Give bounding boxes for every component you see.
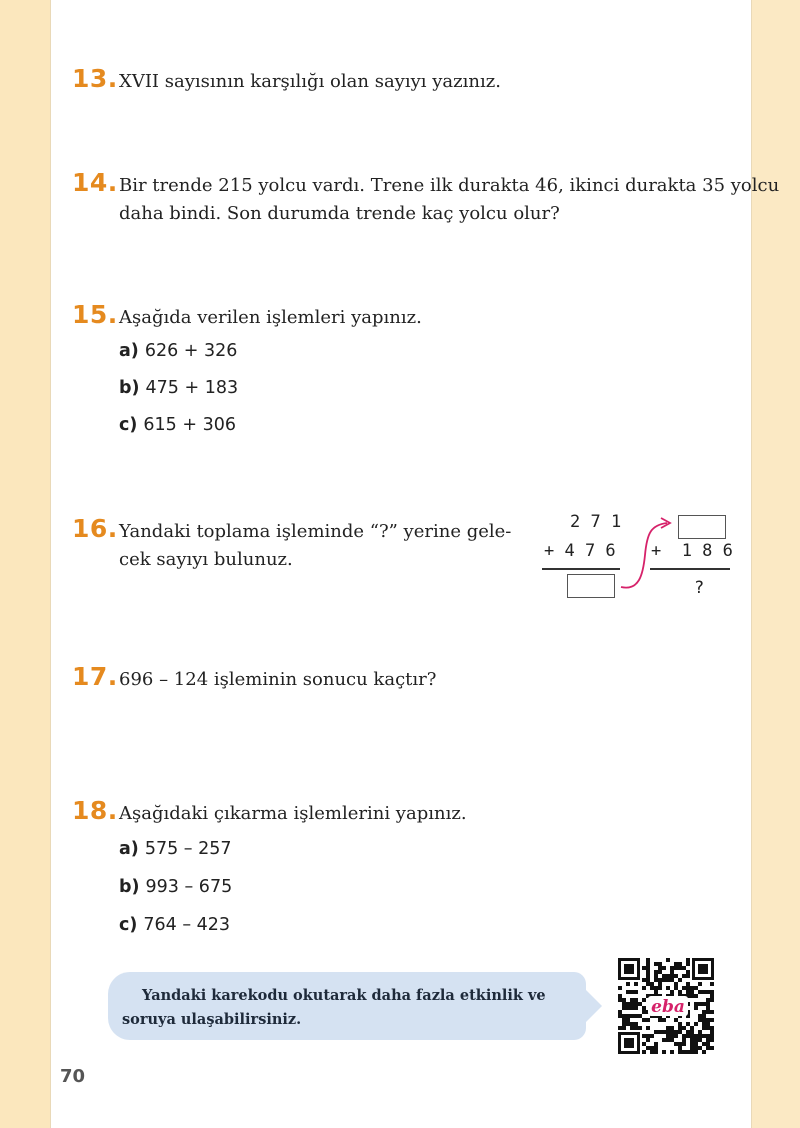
right-margin-strip [752,0,800,1128]
question-text: 696 – 124 işleminin sonucu kaçtır? [119,669,437,690]
page-number: 70 [60,1066,86,1087]
list-item: b) 475 + 183 [119,378,239,398]
first-addend: 2 7 1 [570,512,622,532]
second-addend: + 4 7 6 [544,541,616,561]
carry-box [678,515,726,539]
question-text: Yandaki toplama işleminde “?” yerine gele- cek sayıyı bulunuz. [119,521,512,570]
list-item: c) 615 + 306 [119,415,236,435]
sum-line [542,568,620,570]
list-item: a) 575 – 257 [119,839,232,859]
question-number: 18. [72,796,118,825]
list-item: b) 993 – 675 [119,877,233,897]
qr-code[interactable] [618,958,714,1054]
question-number: 17. [72,662,118,691]
list-item: c) 764 – 423 [119,915,231,935]
transfer-arrow-icon [615,515,685,595]
question-text: Bir trende 215 yolcu vardı. Trene ilk durakta 46, ikinci durakta 35 yolcu daha bindi. Son durumda trende kaç yolcu olur? [119,175,780,224]
question-number: 14. [72,168,118,197]
question-text: Aşağıda verilen işlemleri yapınız. [119,307,422,328]
info-bubble [108,972,586,1040]
question-text: Aşağıdaki çıkarma işlemlerini yapınız. [119,803,467,824]
third-addend: + 1 8 6 [651,541,733,561]
info-bubble-tail [580,984,602,1028]
eba-logo: eba [651,997,685,1017]
question-number: 16. [72,514,118,543]
unknown-result: ? [694,578,705,598]
question-number: 15. [72,300,118,329]
answer-box [567,574,615,598]
question-text: XVII sayısının karşılığı olan sayıyı yazınız. [119,71,501,92]
left-margin-strip [0,0,50,1128]
question-number: 13. [72,64,118,93]
info-bubble-text: Yandaki karekodu okutarak daha fazla etkinlik ve soruya ulaşabilirsiniz. [122,987,546,1028]
list-item: a) 626 + 326 [119,341,238,361]
